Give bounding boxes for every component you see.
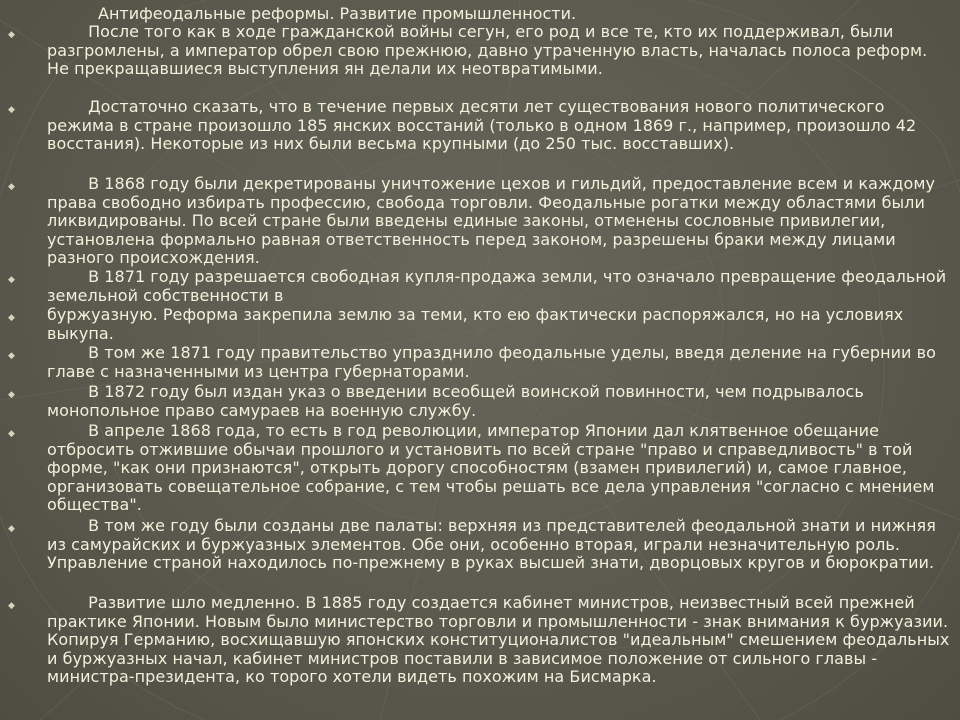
paragraph: В 1872 году был издан указ о введении всеобщей воинской повинности, чем подрывалось монопольное право самураев на военную службу. (47, 382, 870, 420)
paragraph: В том же году были созданы две палаты: верхняя из представителей феодальной знати и нижняя из самурайских и буржуазных элементов. Обе они, особенно вторая, играли незначительную роль. Управление страной находилось по-прежнему в руках высшей знати, дворцовых кругов и бюрократии. (47, 516, 942, 573)
diamond-bullet-icon: ◆ (8, 429, 15, 439)
paragraph: В 1871 году разрешается свободная купля-продажа земли, что означало превращение феодальной земельной собственности в (47, 267, 952, 305)
paragraph: буржуазную. Реформа закрепила землю за теми, кто ею фактически распоряжался, но на условиях выкупа. (47, 305, 909, 343)
paragraph: В апреле 1868 года, то есть в год революции, император Японии дал клятвенное обещание отбросить отжившие обычаи прошлого и установить по всей стране "право и справедливость" в той форме, "как они признаются", открыть дорогу способностям (взамен привилегий) и, самое главное, организовать совещательное собрание, с тем чтобы решать все дела управления "согласно с мнением общества". (47, 421, 940, 515)
diamond-bullet-icon: ◆ (8, 275, 15, 285)
paragraph: В том же 1871 году правительство упразднило феодальные уделы, введя деление на губернии во главе с назначенными из центра губернаторами. (47, 343, 942, 381)
diamond-bullet-icon: ◆ (8, 182, 15, 192)
diamond-bullet-icon: ◆ (8, 313, 15, 323)
diamond-bullet-icon: ◆ (8, 105, 15, 115)
paragraph: После того как в ходе гражданской войны сегун, его род и все те, кто их поддерживал, были разгромлены, а император обрел свою прежнюю, давно утраченную власть, началась полоса реформ. Не прекращавшиеся выступления ян делали их неотвратимыми. (47, 22, 933, 79)
paragraph: Достаточно сказать, что в течение первых десяти лет существования нового политического режима в стране произошло 185 янских восстаний (только в одном 1869 г., например, произошло 42 восстания). Некоторые из них были весьма крупными (до 250 тыс. восставших). (47, 97, 922, 154)
diamond-bullet-icon: ◆ (8, 390, 15, 400)
paragraph: Развитие шло медленно. В 1885 году создается кабинет министров, неизвестный всей прежней практике Японии. Новым было министерство торговли и промышленности - знак внимания к буржуазии. Копируя Германию, восхищавшую японских конституционалистов "идеальным" смешением феодальных и буржуазных начал, кабинет министров поставили в зависимое положение от сильного главы - министра-президента, ко торого хотели видеть похожим на Бисмарка. (47, 593, 955, 687)
diamond-bullet-icon: ◆ (8, 601, 15, 611)
slide-title: Антифеодальные реформы. Развитие промышленности. (98, 4, 577, 23)
diamond-bullet-icon: ◆ (8, 30, 15, 40)
diamond-bullet-icon: ◆ (8, 351, 15, 361)
diamond-bullet-icon: ◆ (8, 524, 15, 534)
paragraph: В 1868 году были декретированы уничтожение цехов и гильдий, предоставление всем и каждому права свободно избирать профессию, свобода торговли. Феодальные рогатки между областями были ликвидированы. По всей стране были введены единые законы, отменены сословные привилегии, установлена формально равная ответственность перед законом, разрешены браки между лицами разного происхождения. (47, 174, 941, 268)
